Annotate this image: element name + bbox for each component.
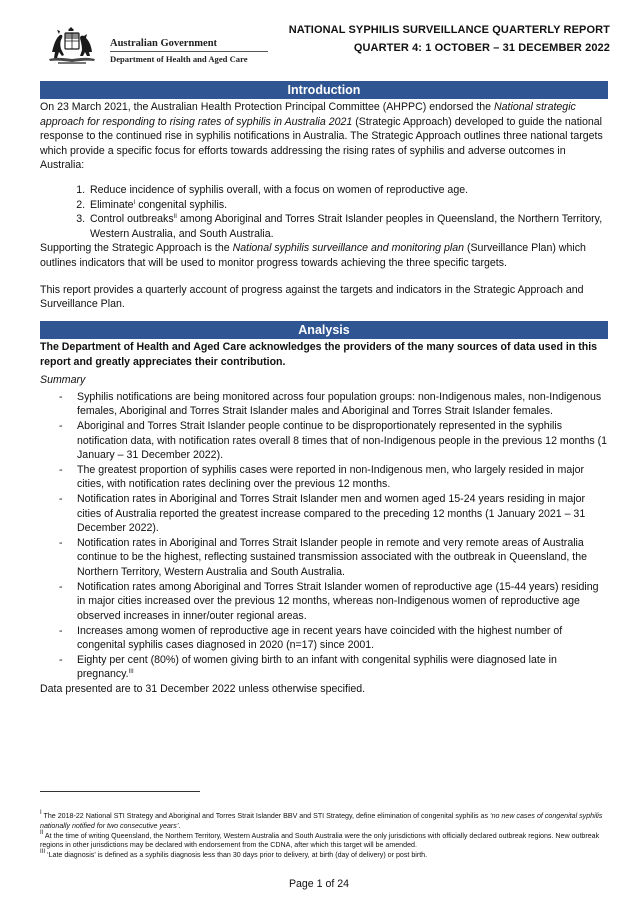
footnote [40, 829, 608, 852]
summary-text: Notification rates in Aboriginal and Torres Strait Islander people in remote and very remote areas of Australia continue to be the highest, reflecting sustained transmission associated with the outbreak in Queensland, the Northern Territory, Western Australia and South Australia. [77, 536, 587, 579]
summary-text: The greatest proportion of syphilis cases were reported in non-Indigenous men, who largely resided in major cities, with notification rates declining over the previous 12 months. [77, 463, 585, 491]
dash-bullet: - [59, 536, 63, 549]
footnote-text-end: . [178, 821, 181, 830]
target-item [88, 198, 608, 213]
footnote-quote: ‘no new cases of congenital syphilis nationally notified for two consecutive years’ [40, 812, 603, 830]
footnote-mark: II [40, 829, 44, 836]
summary-text: Increases among women of reproductive age in recent years have coincided with the highest number of congenital syphilis cases diagnosed in 2020 (n=17) since 2001. [77, 624, 563, 652]
government-name: Australian Government [110, 38, 218, 49]
analysis-heading: Analysis [40, 321, 608, 339]
target-item [88, 183, 608, 198]
main-content [40, 81, 608, 709]
summary-text: Notification rates among Aboriginal and Torres Strait Islander women of reproductive age (15-44 years) residing in major cities increased over the previous 12 months, whereas non-Indigenous women of reproductive age observed increases in inner/outer regional areas. [77, 580, 599, 622]
target-footnote-mark: II [173, 214, 177, 221]
intro-text-a: On 23 March 2021, the Australian Health Protection Principal Committee (AHPPC) endorsed the [40, 101, 494, 113]
target-text-before: Eliminate [90, 198, 134, 211]
footnote [40, 851, 608, 861]
coat-of-arms-icon [46, 26, 98, 66]
dash-bullet: - [59, 624, 63, 637]
report-title [289, 22, 610, 57]
target-text: among Aboriginal and Torres Strait Islander peoples in Queensland, the Northern Territory, Western Australia, and South Australia. [90, 213, 603, 240]
summary-item [59, 492, 608, 536]
dash-bullet: - [59, 580, 63, 593]
intro-paragraph-3: This report provides a quarterly account of progress against the targets and indicators in the Strategic Approach and Surveillance Plan. [40, 283, 584, 311]
intro-paragraph-1 [40, 100, 608, 173]
intro-text-b: (Strategic Approach) developed to guide the national response to the continued rise in syphilis notifications in Australia. The Strategic Approach outlines three national targets which provide a specific focus for efforts towards addressing the rising rates of syphilis and adverse outcomes in Australia: [40, 115, 603, 172]
footnote-text: At the time of writing Queensland, the Northern Territory, Western Australia and South Australia were the only jurisdictions with officially declared outbreak regions. New outbreak regions in other jurisdictions may be declared with endorsement from the CDNA, after which this target will be amended. [40, 831, 600, 850]
dash-bullet: - [59, 493, 63, 506]
summary-text: Eighty per cent (80%) of women giving birth to an infant with congenital syphilis were diagnosed late in pregnancy. [77, 653, 557, 681]
intro-text-d: (Surveillance Plan) which outlines indicators that will be used to monitor progress towards achieving the three specific targets. [40, 242, 586, 270]
summary-label: Summary [40, 374, 86, 387]
summary-item [59, 390, 608, 419]
target-text: Reduce incidence of syphilis overall, with a focus on women of reproductive age. [90, 184, 469, 197]
logo-divider [110, 51, 268, 52]
target-text-before: Control outbreaks [90, 213, 174, 226]
footnote-mark: III [40, 849, 46, 856]
data-note: Data presented are to 31 December 2022 unless otherwise specified. [40, 682, 366, 695]
report-title-line-2: QUARTER 4: 1 OCTOBER – 31 DECEMBER 2022 [353, 41, 610, 54]
footnotes [40, 812, 608, 861]
summary-text: Notification rates in Aboriginal and Torres Strait Islander men and women aged 15-24 years residing in major cities of Australia reported the greatest increase compared to the preceding 12 months (1 January 2021 – 31 December 2022). [77, 493, 586, 535]
intro-paragraph-2 [40, 241, 608, 270]
footnote-divider [40, 791, 200, 792]
summary-item [59, 536, 608, 580]
dash-bullet: - [59, 463, 63, 476]
target-item [88, 212, 608, 241]
footnote-text: ‘Late diagnosis’ is defined as a syphilis diagnosis less than 30 days prior to delivery, at birth (day of delivery) or post birth. [45, 851, 428, 860]
footnote-text: The 2018-22 National STI Strategy and Aboriginal and Torres Strait Islander BBV and STI Strategy, define elimination of congenital syphilis as [41, 812, 491, 820]
footnote [40, 812, 608, 832]
dash-bullet: - [59, 390, 63, 403]
footnote-mark: I [40, 810, 42, 816]
targets-list [40, 183, 608, 241]
target-text: congenital syphilis. [135, 198, 228, 211]
report-title-line-1: NATIONAL SYPHILIS SURVEILLANCE QUARTERLY REPORT [288, 24, 610, 36]
acknowledgement: The Department of Health and Aged Care acknowledges the providers of the many sources of data used in this report and greatly appreciates their contribution. [40, 340, 598, 368]
dash-bullet: - [59, 653, 63, 666]
summary-item [59, 419, 608, 463]
department-name: Department of Health and Aged Care [110, 54, 248, 64]
intro-text-c: Supporting the Strategic Approach is the [40, 242, 233, 255]
summary-list [40, 390, 608, 682]
summary-item [59, 580, 608, 624]
target-footnote-mark: I [133, 199, 136, 206]
summary-text: Syphilis notifications are being monitored across four population groups: non-Indigenous males, non-Indigenous females, Aboriginal and Torres Strait Islander males and Aboriginal and Torres Strait Islander females. [77, 390, 602, 418]
dash-bullet: - [59, 419, 63, 432]
page-header [40, 22, 610, 70]
summary-item [59, 463, 608, 492]
strategy-title: National strategic approach for responding to rising rates of syphilis in Australia 2021 [40, 101, 576, 128]
summary-item [59, 624, 608, 653]
introduction-heading: Introduction [40, 81, 608, 99]
page-number: Page 1 of 24 [288, 878, 350, 890]
summary-item [59, 653, 608, 682]
plan-title: National syphilis surveillance and monitoring plan [232, 242, 465, 255]
australian-government-logo [46, 24, 276, 68]
summary-text: Aboriginal and Torres Strait Islander people continue to be disproportionately represented in the syphilis notification data, with notification rates overall 8 times that of non-Indigenous people in the previous 12 months (1 January – 31 December 2022). [77, 419, 608, 462]
footnote-mark: III [128, 669, 134, 676]
